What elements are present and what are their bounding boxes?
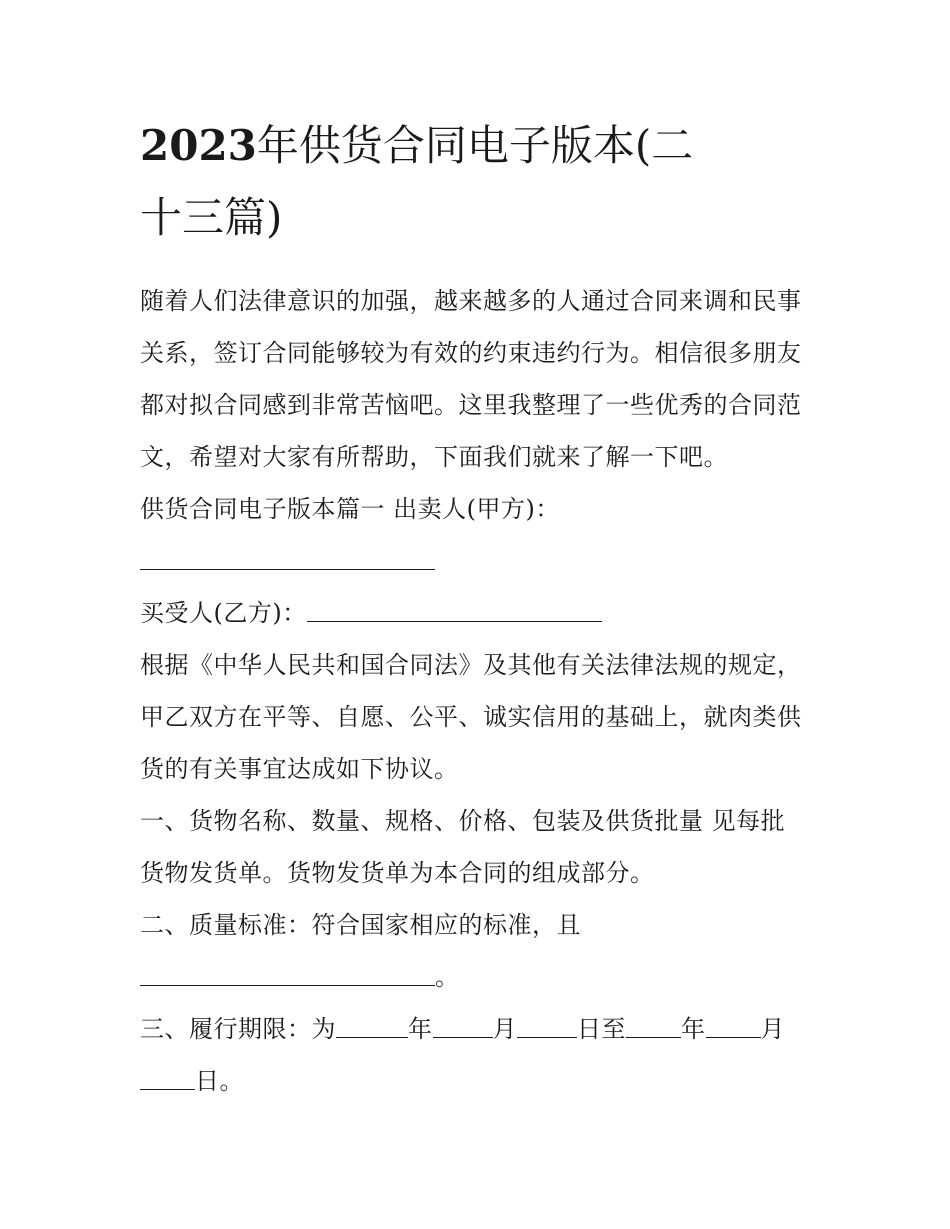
buyer-line xyxy=(140,590,820,642)
start-year-blank[interactable] xyxy=(336,1007,408,1038)
intro-line-3: 都对拟合同感到非常苦恼吧。这里我整理了一些优秀的合同范 xyxy=(140,391,802,419)
start-month-blank[interactable] xyxy=(433,1007,493,1038)
end-day-blank[interactable] xyxy=(140,1059,195,1090)
start-day-blank[interactable] xyxy=(517,1007,577,1038)
title-year: 2023 xyxy=(140,121,257,170)
clause3-line xyxy=(140,1006,820,1058)
clause3-day2: 日。 xyxy=(195,1067,244,1095)
basis-line-1: 根据《中华人民共和国合同法》及其他有关法律法规的规定， xyxy=(140,651,802,679)
intro-line-4: 文，希望对大家有所帮助，下面我们就来了解一下吧。 xyxy=(140,443,728,471)
buyer-name-blank[interactable] xyxy=(307,591,602,622)
clause3-year2: 年 xyxy=(681,1015,706,1043)
clause1-line-2: 货物发货单。货物发货单为本合同的组成部分。 xyxy=(140,859,655,887)
clause3-prefix: 三、履行期限：为 xyxy=(140,1015,336,1043)
clause2-end: 。 xyxy=(435,963,460,991)
section-heading: 供货合同电子版本篇一 出卖人(甲方)： xyxy=(140,495,560,523)
seller-blank-line xyxy=(140,538,820,590)
clause2-blank-line xyxy=(140,954,820,1006)
title-line2: 十三篇) xyxy=(140,193,283,242)
intro-line-2: 关系，签订合同能够较为有效的约束违约行为。相信很多朋友 xyxy=(140,339,802,367)
end-year-blank[interactable] xyxy=(626,1007,681,1038)
clause3-year1: 年 xyxy=(408,1015,433,1043)
clause3-month2: 月 xyxy=(760,1015,785,1043)
intro-line-1: 随着人们法律意识的加强，越来越多的人通过合同来调和民事 xyxy=(140,287,802,315)
quality-standard-blank[interactable] xyxy=(140,955,435,986)
clause3-day1: 日至 xyxy=(577,1015,626,1043)
clause3-month1: 月 xyxy=(492,1015,517,1043)
basis-line-3: 货的有关事宜达成如下协议。 xyxy=(140,755,459,783)
buyer-label: 买受人(乙方)： xyxy=(140,599,307,627)
document-title xyxy=(140,110,820,254)
title-line1: 年供货合同电子版本(二 xyxy=(256,121,694,170)
clause2-line: 二、质量标准：符合国家相应的标准，且 xyxy=(140,911,581,939)
clause3-line-2 xyxy=(140,1058,820,1110)
clause1-line-1: 一、货物名称、数量、规格、价格、包装及供货批量 见每批 xyxy=(140,807,786,835)
document-body xyxy=(140,278,820,1110)
seller-name-blank[interactable] xyxy=(140,539,435,570)
basis-line-2: 甲乙双方在平等、自愿、公平、诚实信用的基础上，就肉类供 xyxy=(140,703,802,731)
end-month-blank[interactable] xyxy=(706,1007,761,1038)
